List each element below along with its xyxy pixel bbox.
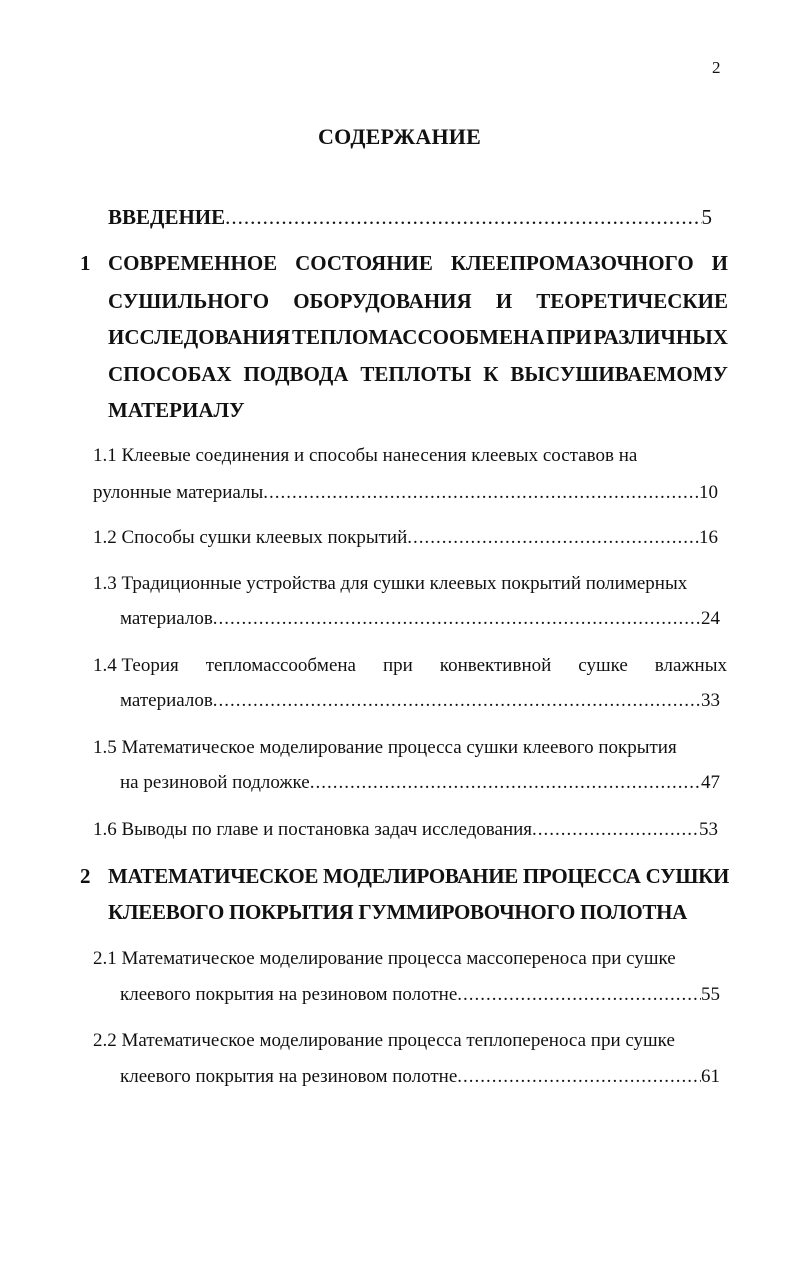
leader-dots: [310, 772, 701, 794]
section-1-2-page: 16: [699, 527, 718, 548]
leader-dots: [213, 608, 701, 630]
leader-dots: [225, 205, 701, 230]
chapter-1-word: ТЕОРЕТИЧЕСКИЕ: [536, 289, 728, 313]
section-1-3-line-2: [120, 608, 720, 630]
section-2-1-label: клеевого покрытия на резиновом полотне: [120, 984, 458, 1005]
chapter-1-word: СУШИЛЬНОГО: [108, 289, 270, 313]
section-2-1-line-1: 2.1 Математическое моделирование процесса массопереноса при сушке: [93, 948, 676, 969]
chapter-2-line-1: МАТЕМАТИЧЕСКОЕ МОДЕЛИРОВАНИЕ ПРОЦЕССА СУШКИ: [108, 864, 730, 888]
chapter-1-word: К: [483, 362, 499, 386]
section-1-4-line-1: [93, 655, 727, 677]
toc-intro-label: ВВЕДЕНИЕ: [108, 205, 226, 229]
section-1-1-page: 10: [699, 482, 718, 503]
chapter-1-word: ИССЛЕДОВАНИЯ: [108, 325, 291, 349]
leader-dots: [457, 1066, 701, 1088]
section-2-2-line-2: [120, 1066, 720, 1088]
section-2-1-line-2: [120, 984, 720, 1006]
page-number: 2: [712, 58, 721, 77]
section-1-4-word: конвективной: [439, 655, 552, 676]
section-1-5-page: 47: [701, 772, 720, 793]
section-1-4-word: влажных: [654, 655, 727, 676]
toc-intro[interactable]: [108, 205, 712, 230]
chapter-1-word: И: [495, 289, 513, 313]
section-1-3-label: материалов: [120, 608, 213, 629]
section-2-2-page: 61: [701, 1066, 720, 1087]
leader-dots: [407, 527, 699, 549]
chapter-1-word: КЛЕЕПРОМАЗОЧНОГО: [450, 251, 694, 275]
section-2-1-page: 55: [701, 984, 720, 1005]
chapter-1-word: И: [711, 251, 728, 275]
section-2-2-label: клеевого покрытия на резиновом полотне: [120, 1066, 458, 1087]
chapter-1-word: СОСТОЯНИЕ: [295, 251, 433, 275]
section-1-6-label: 1.6 Выводы по главе и постановка задач исследования: [93, 819, 533, 840]
toc-intro-page: 5: [701, 205, 712, 229]
chapter-1-line-4: [108, 362, 728, 387]
chapter-1-line-1: [108, 251, 728, 276]
leader-dots: [457, 984, 701, 1006]
chapter-2-line-2: КЛЕЕВОГО ПОКРЫТИЯ ГУММИРОВОЧНОГО ПОЛОТНА: [108, 900, 687, 924]
section-1-4-word: тепломассообмена: [205, 655, 356, 676]
chapter-1-word: СОВРЕМЕННОЕ: [108, 251, 278, 275]
toc-section-1-6[interactable]: [93, 819, 718, 841]
section-1-3-line-1: 1.3 Традиционные устройства для сушки клеевых покрытий полимерных: [93, 573, 688, 594]
section-1-5-line-2: [120, 772, 720, 794]
chapter-1-word: ОБОРУДОВАНИЯ: [293, 289, 472, 313]
section-1-4-page: 33: [701, 690, 720, 711]
chapter-1-line-3: [108, 325, 728, 350]
section-1-4-label: материалов: [120, 690, 213, 711]
section-1-6-page: 53: [699, 819, 718, 840]
chapter-1-number: 1: [80, 251, 91, 275]
chapter-1-word: ТЕПЛОМАССООБМЕНА: [292, 325, 545, 349]
chapter-1-line-5: [108, 398, 245, 423]
section-1-1-label: рулонные материалы: [93, 482, 264, 503]
toc-section-1-2[interactable]: [93, 527, 718, 549]
section-1-4-word: при: [382, 655, 413, 676]
chapter-2-number: 2: [80, 864, 91, 888]
chapter-1-word: ПРИ: [546, 325, 592, 349]
chapter-1-word: ПОДВОДА: [243, 362, 349, 386]
section-2-2-line-1: 2.2 Математическое моделирование процесса теплопереноса при сушке: [93, 1030, 675, 1051]
section-1-3-page: 24: [701, 608, 720, 629]
chapter-1-word: ТЕПЛОТЫ: [360, 362, 472, 386]
section-1-1-line-2: [93, 482, 718, 504]
toc-title: СОДЕРЖАНИЕ: [318, 124, 481, 149]
leader-dots: [532, 819, 699, 841]
chapter-1-word: МАТЕРИАЛУ: [108, 398, 245, 422]
section-1-5-line-1: 1.5 Математическое моделирование процесса сушки клеевого покрытия: [93, 737, 677, 758]
section-1-5-label: на резиновой подложке: [120, 772, 310, 793]
leader-dots: [263, 482, 699, 504]
section-1-4-word: 1.4 Теория: [93, 655, 179, 676]
chapter-1-word: РАЗЛИЧНЫХ: [593, 325, 728, 349]
chapter-1-line-2: [108, 289, 728, 314]
section-1-4-word: сушке: [578, 655, 628, 676]
section-1-1-line-1: 1.1 Клеевые соединения и способы нанесения клеевых составов на: [93, 445, 638, 466]
leader-dots: [213, 690, 701, 712]
section-1-2-label: 1.2 Способы сушки клеевых покрытий: [93, 527, 408, 548]
section-1-4-line-2: [120, 690, 720, 712]
chapter-1-word: СПОСОБАХ: [108, 362, 232, 386]
chapter-1-word: ВЫСУШИВАЕМОМУ: [510, 362, 728, 386]
